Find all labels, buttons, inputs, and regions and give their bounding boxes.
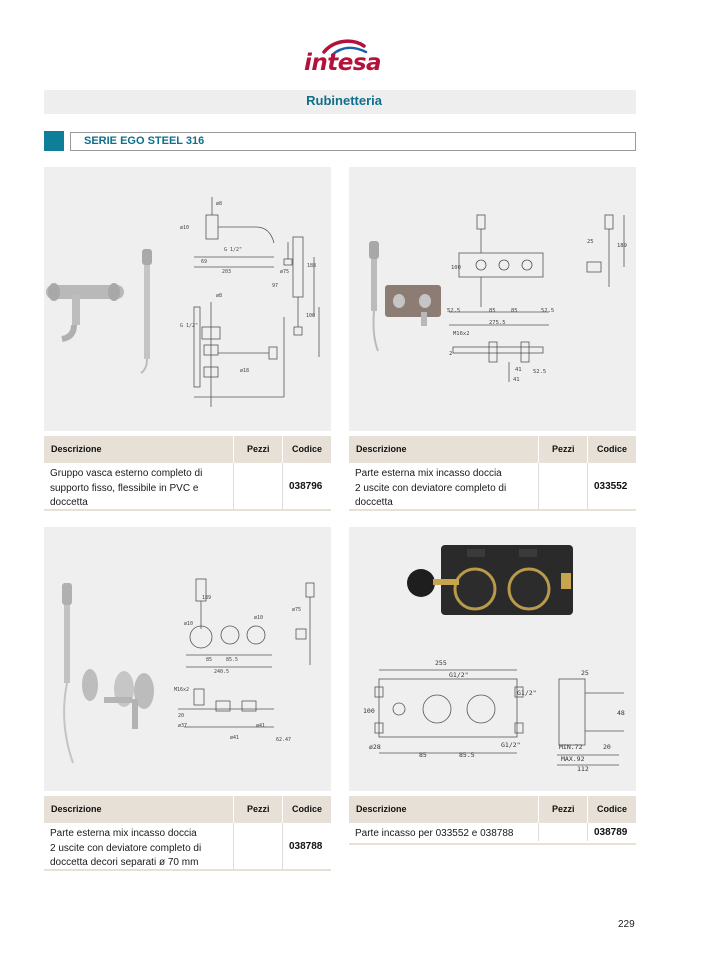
header-description: Descrizione: [51, 804, 102, 814]
series-marker: [44, 131, 64, 151]
product-image-3: [44, 527, 331, 791]
brand-name: intesa: [304, 50, 382, 76]
concealed-body-photo: [407, 545, 573, 615]
drawing-dim-label: 255: [435, 659, 447, 667]
drawing-dim-label: 85: [206, 657, 213, 663]
brand-logo: [300, 36, 384, 82]
drawing-dim-label: 203: [222, 269, 232, 275]
table-header: [349, 796, 636, 823]
drawing-dim-label: 85: [419, 751, 427, 759]
shower-set-drawing: [178, 579, 314, 727]
series-header: [70, 132, 636, 151]
drawing-dim-label: 100: [363, 707, 375, 715]
drawing-dim-label: ø8: [216, 201, 223, 207]
drawing-dim-label: G 1/2": [224, 247, 243, 253]
drawing-dim-label: M16x2: [453, 331, 470, 337]
drawing-dim-label: ø41: [230, 735, 240, 741]
drawing-dim-label: G1/2": [501, 741, 521, 749]
drawing-dim-label: 240.5: [214, 669, 230, 675]
header-pieces: Pezzi: [552, 804, 575, 814]
header-description: Descrizione: [356, 444, 407, 454]
bath-mixer-drawing: [194, 197, 319, 407]
page-number: 229: [618, 919, 635, 930]
drawing-dim-label: 85.5: [459, 751, 475, 759]
drawing-dim-label: 52.5: [447, 308, 461, 314]
concealed-body-drawing: [375, 670, 624, 765]
product-code: 038788: [289, 841, 323, 852]
drawing-dim-label: 112: [577, 765, 589, 773]
drawing-dim-label: 2: [449, 351, 453, 357]
product-description: Gruppo vasca esterno completo di supporto fisso, flessibile in PVC e doccetta: [50, 468, 203, 508]
category-title: Rubinetteria: [306, 93, 382, 108]
drawing-dim-label: 25: [587, 239, 594, 245]
shower-mixer-photo: [369, 241, 441, 351]
drawing-dim-label: ø28: [369, 743, 381, 751]
product-card-2: [349, 167, 636, 511]
product-card-3: [44, 527, 331, 871]
drawing-dim-label: ø8: [216, 293, 223, 299]
product-card-4: [349, 527, 636, 851]
product-code: 038789: [594, 827, 628, 838]
drawing-dim-label: 52.5: [533, 369, 547, 375]
drawing-dim-label: 62.47: [276, 737, 292, 743]
header-description: Descrizione: [51, 444, 102, 454]
drawing-dim-label: 189: [617, 243, 627, 249]
drawing-dim-label: ø41: [256, 723, 266, 729]
shower-mixer-drawing: [449, 215, 624, 382]
drawing-dim-label: 25: [581, 669, 589, 677]
drawing-dim-label: 41: [513, 377, 520, 383]
product-code: 038796: [289, 481, 323, 492]
drawing-dim-label: 85: [511, 308, 518, 314]
table-header: [44, 436, 331, 463]
drawing-dim-label: ø10: [254, 615, 264, 621]
table-header: [44, 796, 331, 823]
product-image-1: [44, 167, 331, 431]
drawing-dim-label: 100: [306, 313, 316, 319]
drawing-dim-label: G 1/2": [180, 323, 199, 329]
drawing-dim-label: 20: [603, 743, 611, 751]
product-description: Parte esterna mix incasso doccia 2 uscite con deviatore completo di doccetta: [355, 468, 507, 508]
drawing-dim-label: MAX.92: [561, 755, 585, 763]
drawing-dim-label: 275.5: [489, 320, 506, 326]
drawing-dim-label: MIN.72: [559, 743, 583, 751]
drawing-dim-label: 41: [515, 367, 522, 373]
drawing-dim-label: 189: [202, 595, 212, 601]
shower-set-photo: [62, 583, 154, 763]
drawing-dim-label: 85.5: [226, 657, 239, 663]
product-description: Parte incasso per 033552 e 038788: [355, 828, 514, 839]
drawing-dim-label: G1/2": [449, 671, 469, 679]
header-pieces: Pezzi: [247, 804, 270, 814]
header-code: Codice: [292, 804, 323, 814]
drawing-dim-label: ø75: [292, 607, 302, 613]
header-code: Codice: [597, 444, 628, 454]
header-code: Codice: [597, 804, 628, 814]
drawing-dim-label: ø18: [240, 368, 250, 374]
header-pieces: Pezzi: [552, 444, 575, 454]
product-card-1: [44, 167, 331, 511]
drawing-dim-label: ø10: [180, 225, 190, 231]
drawing-dim-label: 85: [489, 308, 496, 314]
drawing-dim-label: G1/2": [517, 689, 537, 697]
drawing-dim-label: 52.5: [541, 308, 555, 314]
drawing-dim-label: 188: [307, 263, 317, 269]
drawing-dim-label: 69: [201, 259, 208, 265]
drawing-dim-label: 48: [617, 709, 625, 717]
product-image-2: [349, 167, 636, 431]
drawing-dim-label: ø37: [178, 723, 188, 729]
drawing-dim-label: M16x2: [174, 687, 190, 693]
bath-mixer-photo: [46, 249, 152, 373]
product-code: 033552: [594, 481, 628, 492]
header-description: Descrizione: [356, 804, 407, 814]
drawing-dim-label: 97: [272, 283, 279, 289]
product-image-4: [349, 527, 636, 791]
header-pieces: Pezzi: [247, 444, 270, 454]
drawing-dim-label: ø75: [280, 269, 290, 275]
table-header: [349, 436, 636, 463]
category-header: [44, 90, 636, 114]
product-description: Parte esterna mix incasso doccia 2 uscite con deviatore completo di doccetta decori separati ø 70 mm: [50, 828, 202, 868]
header-code: Codice: [292, 444, 323, 454]
drawing-dim-label: 20: [178, 713, 185, 719]
drawing-dim-label: ø10: [184, 621, 194, 627]
series-title: SERIE EGO STEEL 316: [84, 135, 205, 147]
drawing-dim-label: 100: [451, 265, 461, 271]
